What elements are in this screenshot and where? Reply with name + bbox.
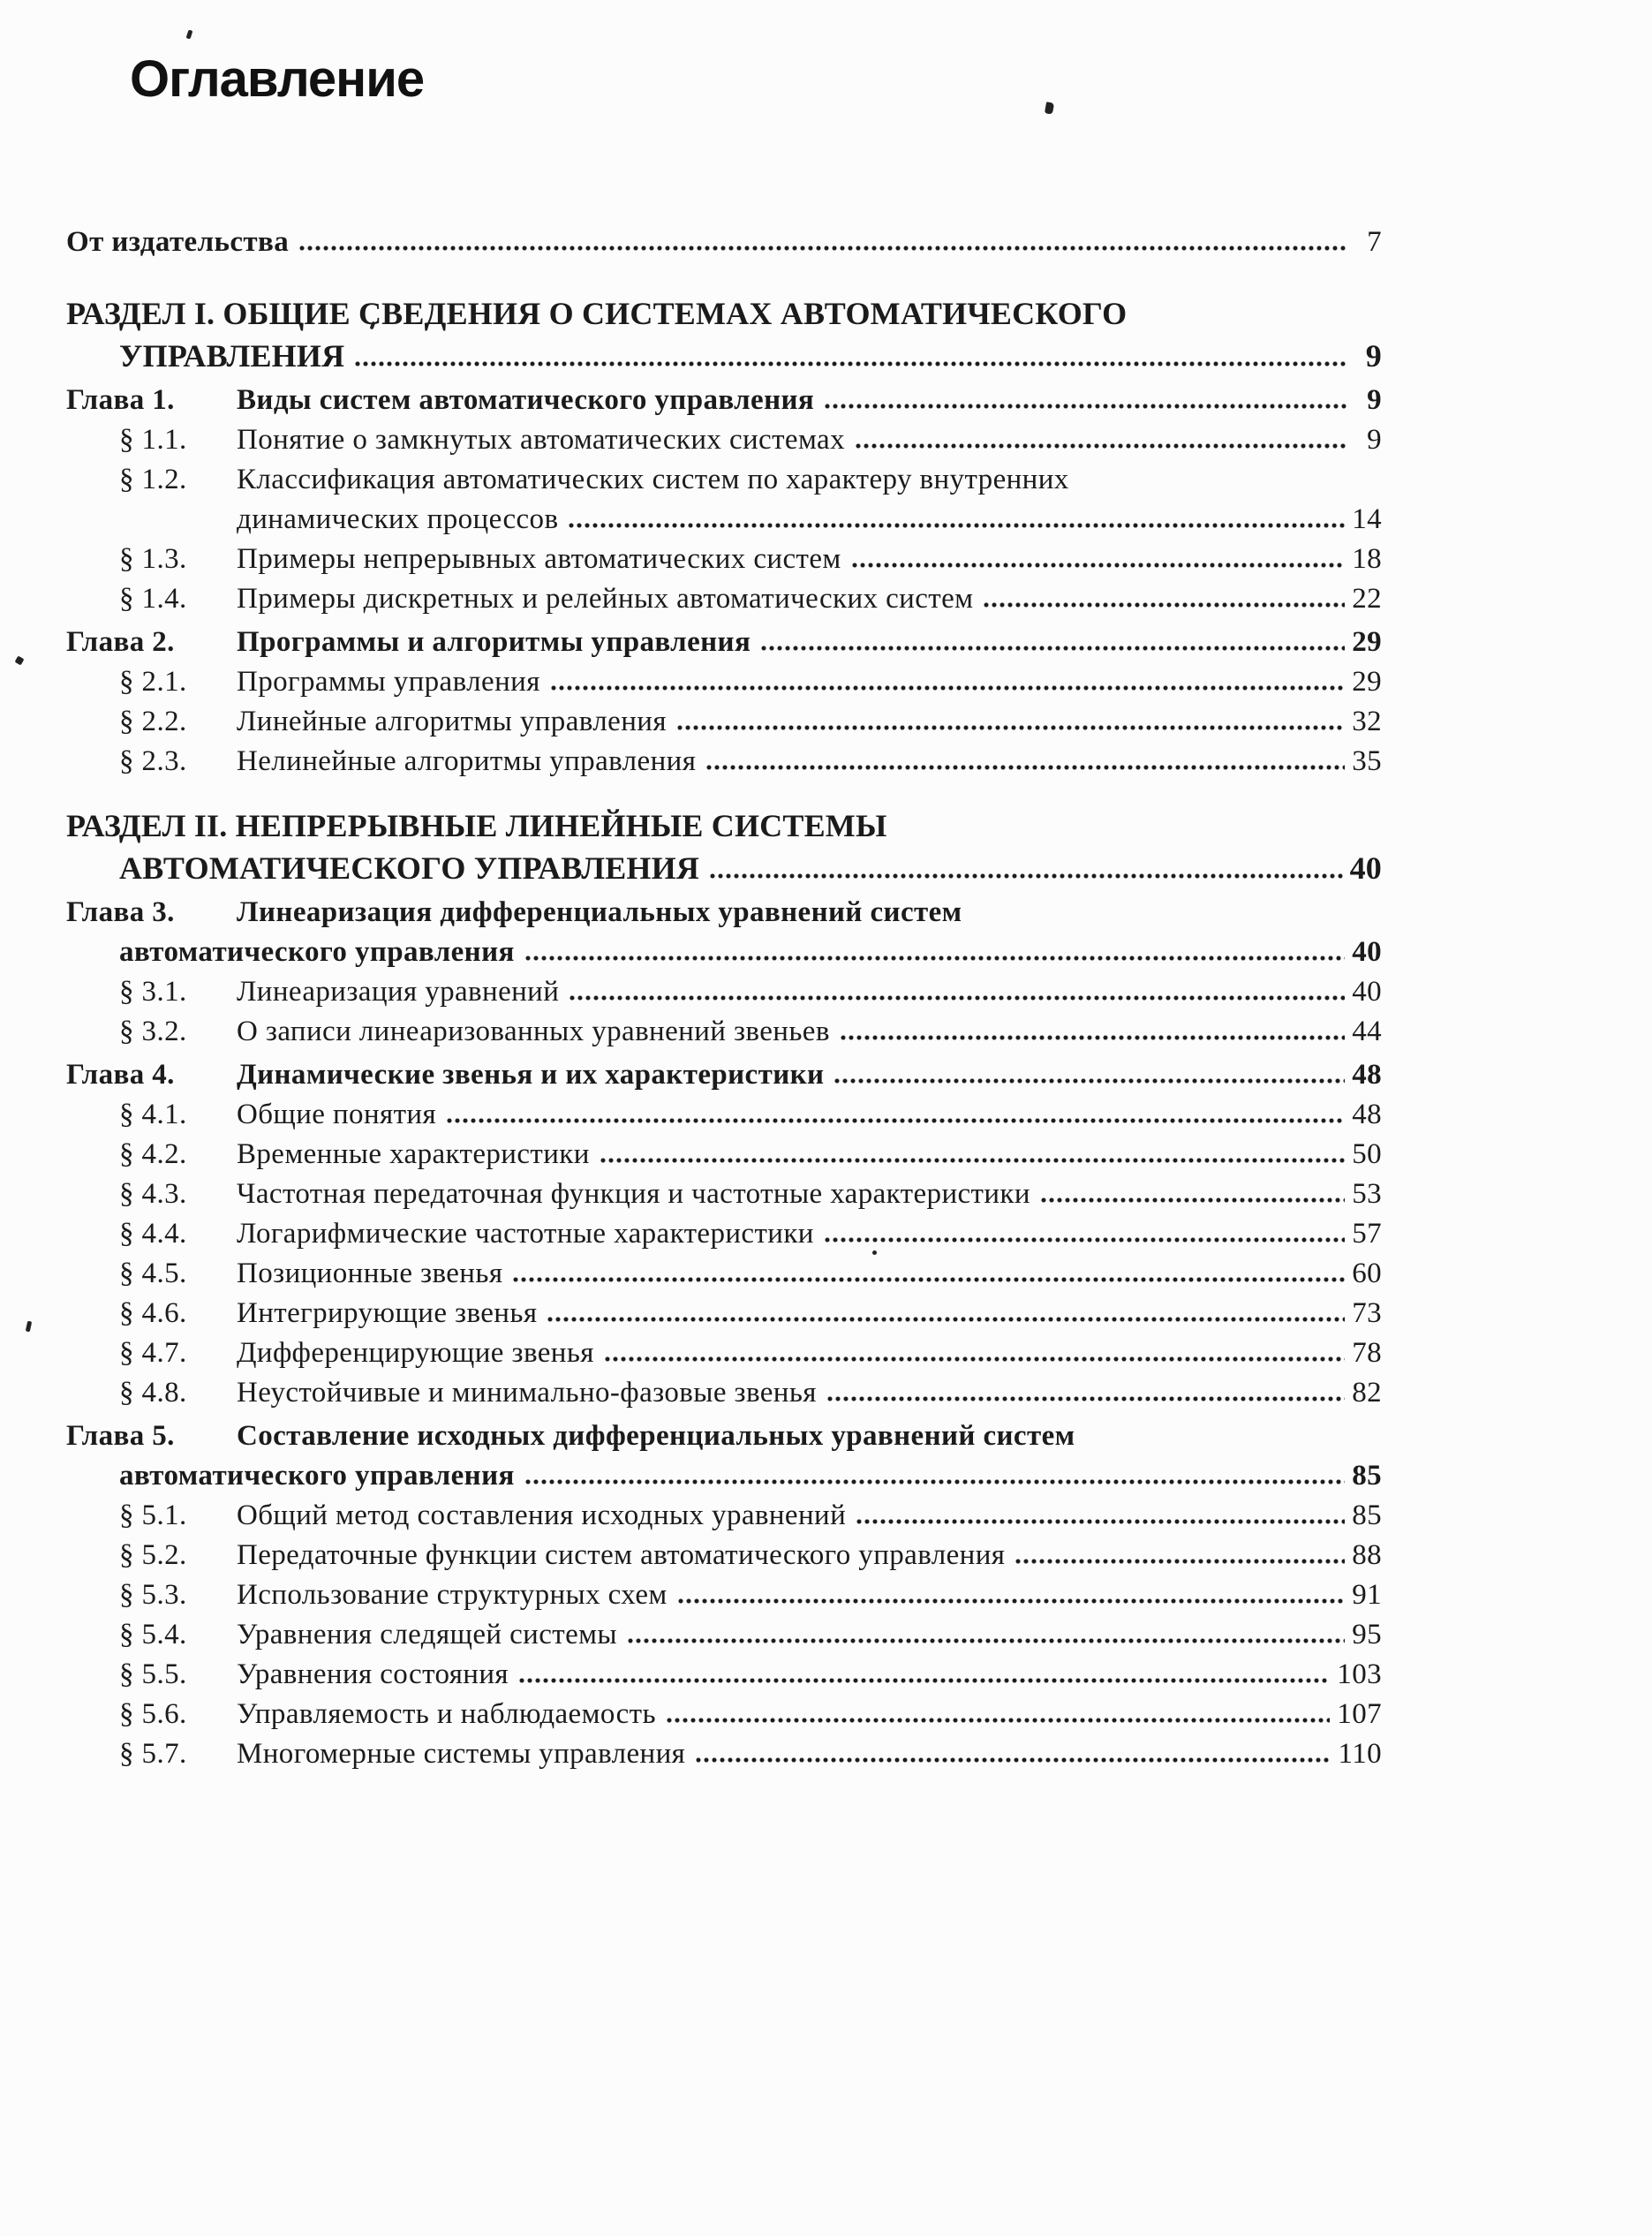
page-number: 29 xyxy=(1352,666,1382,698)
toc-entry-paragraph xyxy=(66,1734,1382,1774)
page-number: 18 xyxy=(1352,543,1382,575)
toc-entry-paragraph xyxy=(66,1175,1382,1214)
dot-leader xyxy=(513,1277,1345,1282)
dot-leader xyxy=(825,1237,1345,1243)
toc-entry-paragraph xyxy=(66,420,1382,460)
toc-entry-chapter xyxy=(66,381,1382,420)
page-number: 14 xyxy=(1352,503,1382,535)
entry-label: § 5.3. xyxy=(119,1579,187,1611)
dot-leader xyxy=(677,725,1345,730)
paragraph-continuation xyxy=(66,500,1382,540)
entry-title: Интегрирующие звенья xyxy=(237,1297,538,1329)
entry-title: Классификация автоматических систем по характеру внутренних xyxy=(237,464,1069,495)
toc-entry-paragraph xyxy=(66,1135,1382,1175)
entry-title: Составление исходных дифференциальных уравнений систем xyxy=(237,1420,1075,1452)
entry-label: Глава 2. xyxy=(66,626,175,658)
toc-entry-paragraph xyxy=(66,1536,1382,1575)
dot-leader xyxy=(551,685,1345,691)
dot-leader xyxy=(569,523,1345,528)
entry-title: Уравнения следящей системы xyxy=(237,1619,617,1651)
page-number: 82 xyxy=(1352,1377,1382,1409)
page-number: 88 xyxy=(1352,1539,1382,1571)
entry-label: § 5.1. xyxy=(119,1499,187,1531)
entry-label: § 2.1. xyxy=(119,666,187,698)
entry-title: От издательства xyxy=(66,226,290,258)
entry-label: § 1.4. xyxy=(119,583,187,615)
entry-title: Нелинейные алгоритмы управления xyxy=(237,745,697,777)
dot-leader xyxy=(628,1638,1345,1643)
entry-title: Примеры дискретных и релейных автоматических систем xyxy=(237,583,974,615)
entry-title: Передаточные функции систем автоматического управления xyxy=(237,1539,1006,1571)
page-number: 48 xyxy=(1352,1099,1382,1130)
entry-title: Уравнения состояния xyxy=(237,1658,509,1690)
page-number: 78 xyxy=(1352,1337,1382,1369)
toc-entry-paragraph xyxy=(66,460,1382,540)
toc-entry-part xyxy=(66,292,1382,377)
dot-leader xyxy=(696,1757,1331,1763)
page-title: Оглавление xyxy=(130,50,425,108)
entry-title: Управляемость и наблюдаемость xyxy=(237,1698,656,1730)
toc-entry-paragraph xyxy=(66,742,1382,782)
toc-entry-paragraph xyxy=(66,1294,1382,1333)
dot-leader xyxy=(605,1356,1345,1362)
toc-entry-paragraph xyxy=(66,972,1382,1012)
chapter-continuation xyxy=(66,933,1382,972)
toc-entry-paragraph xyxy=(66,1575,1382,1615)
dot-leader xyxy=(825,404,1348,409)
toc-entry-front xyxy=(66,223,1382,262)
entry-label: § 4.3. xyxy=(119,1178,187,1210)
entry-label: Глава 3. xyxy=(66,896,175,928)
entry-title: Логарифмические частотные характеристики xyxy=(237,1218,814,1250)
entry-title: Использование структурных схем xyxy=(237,1579,668,1611)
entry-title: Виды систем автоматического управления xyxy=(237,384,815,416)
entry-title: Общие понятия xyxy=(237,1099,437,1130)
toc-entry-paragraph xyxy=(66,1373,1382,1413)
toc-entry-paragraph xyxy=(66,1254,1382,1294)
page-number: 44 xyxy=(1352,1016,1382,1047)
page-number: 50 xyxy=(1352,1138,1382,1170)
dot-leader xyxy=(856,1519,1345,1524)
entry-title: РАЗДЕЛ I. ОБЩИЕ СВЕДЕНИЯ О СИСТЕМАХ АВТОМАТИЧЕСКОГО xyxy=(66,296,1128,331)
page-number: 53 xyxy=(1352,1178,1382,1210)
toc-entry-paragraph xyxy=(66,702,1382,742)
entry-label: Глава 4. xyxy=(66,1059,175,1091)
entry-label: § 3.1. xyxy=(119,976,187,1008)
entry-label: § 5.5. xyxy=(119,1658,187,1690)
part-heading-line xyxy=(66,292,1382,335)
chapter-line xyxy=(66,1416,1382,1456)
entry-label: § 2.2. xyxy=(119,706,187,737)
page-number: 22 xyxy=(1352,583,1382,615)
entry-label: § 4.2. xyxy=(119,1138,187,1170)
dot-leader xyxy=(299,246,1348,251)
entry-label: § 4.8. xyxy=(119,1377,187,1409)
dot-leader xyxy=(856,443,1348,449)
toc-entry-chapter xyxy=(66,623,1382,662)
toc-entry-paragraph xyxy=(66,540,1382,579)
entry-label: § 4.5. xyxy=(119,1258,187,1289)
dot-leader xyxy=(1041,1197,1345,1203)
toc-entry-paragraph xyxy=(66,662,1382,702)
chapter-line xyxy=(66,893,1382,933)
page-number: 95 xyxy=(1352,1619,1382,1651)
page-number: 32 xyxy=(1352,706,1382,737)
dot-leader xyxy=(710,873,1343,879)
entry-label: § 1.1. xyxy=(119,424,187,456)
entry-label: § 3.2. xyxy=(119,1016,187,1047)
dot-leader xyxy=(827,1396,1345,1401)
entry-title-continuation: УПРАВЛЕНИЯ xyxy=(119,338,345,374)
entry-label: § 1.3. xyxy=(119,543,187,575)
dot-leader xyxy=(761,646,1345,651)
page-number: 7 xyxy=(1367,226,1382,258)
page-number: 29 xyxy=(1352,626,1382,658)
entry-label: Глава 1. xyxy=(66,384,175,416)
entry-title: Линейные алгоритмы управления xyxy=(237,706,667,737)
toc-entry-chapter xyxy=(66,1416,1382,1496)
toc-entry-chapter xyxy=(66,1055,1382,1095)
entry-title: Неустойчивые и минимально-фазовые звенья xyxy=(237,1377,817,1409)
toc-entry-paragraph xyxy=(66,1095,1382,1135)
dot-leader xyxy=(1015,1559,1345,1564)
entry-label: § 1.2. xyxy=(119,464,187,495)
paragraph-line xyxy=(66,460,1382,500)
dot-leader xyxy=(667,1718,1330,1723)
dot-leader xyxy=(706,765,1345,770)
dot-leader xyxy=(525,956,1345,961)
part-heading-continuation xyxy=(66,335,1382,377)
page-number: 40 xyxy=(1352,976,1382,1008)
page-number: 9 xyxy=(1367,424,1382,456)
toc-entry-paragraph xyxy=(66,1333,1382,1373)
dot-leader xyxy=(570,995,1345,1001)
page-number: 110 xyxy=(1338,1738,1382,1770)
entry-title: Частотная передаточная функция и частотные характеристики xyxy=(237,1178,1030,1210)
entry-title: Динамические звенья и их характеристики xyxy=(237,1059,825,1091)
scan-artifact xyxy=(186,29,193,39)
entry-label: § 4.6. xyxy=(119,1297,187,1329)
toc-entry-paragraph xyxy=(66,1695,1382,1734)
entry-label: § 5.2. xyxy=(119,1539,187,1571)
dot-leader xyxy=(852,563,1346,568)
entry-title: Позиционные звенья xyxy=(237,1258,503,1289)
entry-label: § 4.1. xyxy=(119,1099,187,1130)
entry-title: РАЗДЕЛ II. НЕПРЕРЫВНЫЕ ЛИНЕЙНЫЕ СИСТЕМЫ xyxy=(66,808,887,843)
entry-title: Линеаризация уравнений xyxy=(237,976,560,1008)
entry-label: § 4.4. xyxy=(119,1218,187,1250)
entry-label: § 5.4. xyxy=(119,1619,187,1651)
entry-title: О записи линеаризованных уравнений звеньев xyxy=(237,1016,830,1047)
entry-title-continuation: автоматического управления xyxy=(119,936,515,968)
dot-leader xyxy=(984,602,1345,608)
page-number: 73 xyxy=(1352,1297,1382,1329)
entry-title: Общий метод составления исходных уравнений xyxy=(237,1499,847,1531)
dot-leader xyxy=(841,1035,1345,1040)
page-number: 103 xyxy=(1337,1658,1382,1690)
toc-entry-paragraph xyxy=(66,579,1382,619)
dot-leader xyxy=(678,1598,1345,1604)
page-number: 85 xyxy=(1352,1460,1382,1492)
page-number: 107 xyxy=(1337,1698,1382,1730)
toc-entry-paragraph xyxy=(66,1214,1382,1254)
page-number: 85 xyxy=(1352,1499,1382,1531)
entry-title: Понятие о замкнутых автоматических системах xyxy=(237,424,845,456)
entry-title-continuation: динамических процессов xyxy=(237,503,559,535)
entry-label: Глава 5. xyxy=(66,1420,175,1452)
page-number: 9 xyxy=(1367,384,1382,416)
scan-artifact xyxy=(1045,102,1054,114)
page-number: 40 xyxy=(1349,850,1382,886)
toc-entry-part xyxy=(66,805,1382,889)
entry-title: Многомерные системы управления xyxy=(237,1738,686,1770)
dot-leader xyxy=(525,1479,1345,1484)
scan-artifact xyxy=(15,656,25,666)
toc-entry-paragraph xyxy=(66,1655,1382,1695)
chapter-continuation xyxy=(66,1456,1382,1496)
entry-title: Программы и алгоритмы управления xyxy=(237,626,751,658)
page-number: 40 xyxy=(1352,936,1382,968)
dot-leader xyxy=(447,1118,1345,1123)
page-number: 48 xyxy=(1352,1059,1382,1091)
page-number: 60 xyxy=(1352,1258,1382,1289)
page-number: 35 xyxy=(1352,745,1382,777)
entry-title-continuation: автоматического управления xyxy=(119,1460,515,1492)
page-number: 91 xyxy=(1352,1579,1382,1611)
part-heading-continuation xyxy=(66,847,1382,889)
entry-title: Дифференцирующие звенья xyxy=(237,1337,594,1369)
entry-title: Примеры непрерывных автоматических систем xyxy=(237,543,841,575)
dot-leader xyxy=(519,1678,1330,1683)
entry-label: § 4.7. xyxy=(119,1337,187,1369)
page-number: 57 xyxy=(1352,1218,1382,1250)
dot-leader xyxy=(547,1317,1345,1322)
table-of-contents xyxy=(66,223,1382,1774)
scan-artifact xyxy=(26,1321,32,1333)
entry-label: § 2.3. xyxy=(119,745,187,777)
dot-leader xyxy=(600,1158,1345,1163)
toc-entry-paragraph xyxy=(66,1012,1382,1052)
entry-title: Программы управления xyxy=(237,666,540,698)
dot-leader xyxy=(834,1078,1345,1084)
toc-entry-chapter xyxy=(66,893,1382,972)
toc-entry-paragraph xyxy=(66,1496,1382,1536)
page-number: 9 xyxy=(1365,338,1382,374)
entry-title-continuation: АВТОМАТИЧЕСКОГО УПРАВЛЕНИЯ xyxy=(119,850,700,886)
entry-title: Временные характеристики xyxy=(237,1138,590,1170)
entry-title: Линеаризация дифференциальных уравнений систем xyxy=(237,896,962,928)
entry-label: § 5.7. xyxy=(119,1738,187,1770)
dot-leader xyxy=(355,361,1348,366)
entry-label: § 5.6. xyxy=(119,1698,187,1730)
toc-entry-paragraph xyxy=(66,1615,1382,1655)
part-heading-line xyxy=(66,805,1382,847)
